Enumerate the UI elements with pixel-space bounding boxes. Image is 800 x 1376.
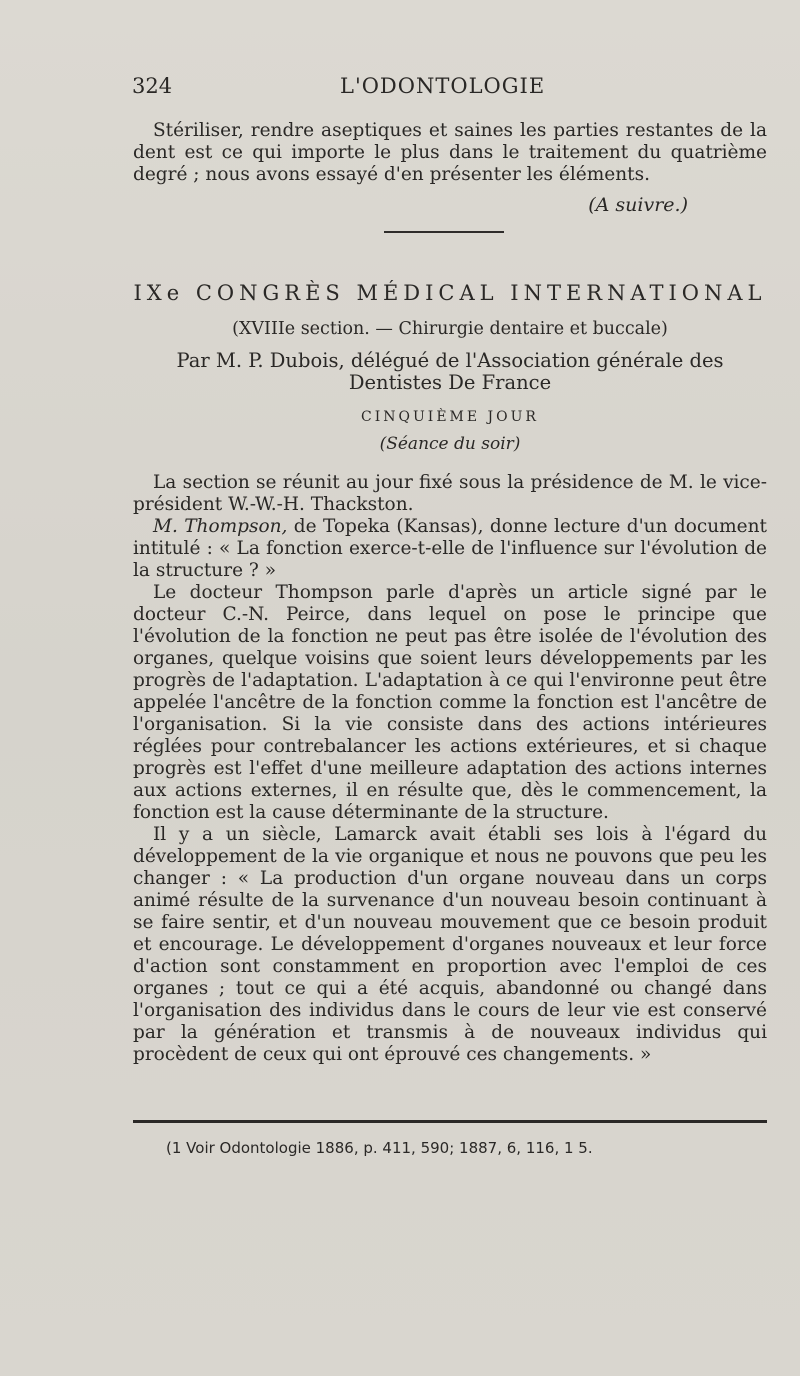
paragraph: Il y a un siècle, Lamarck avait établi ses lois à l'égard du développement de la vie organique et nous ne pouvons que peu les changer : « La production d'un organe nouveau dans un corps animé résulte de la survenance d'un nouveau besoin continuant à se faire sentir, et d'un nouveau mouvement que ce besoin produit et encourage. Le développement d'organes nouveaux et leur force d'action sont constamment en proportion avec l'emploi de ces organes ; tout ce qui a été acquis, abandonné ou changé dans l'organisation des individus dans le cours de leur vie est conservé par la génération et transmis à de nouveaux individus qui procèdent de ceux qui ont éprouvé ces changements. » [133, 824, 767, 1065]
session-heading: (Séance du soir) [379, 434, 521, 454]
paragraph [133, 516, 767, 582]
paragraph: La section se réunit au jour fixé sous la présidence de M. le vice-président W.-W.-H. Thackston. [133, 472, 767, 515]
section-title: IXe CONGRÈS MÉDICAL INTERNATIONAL [133, 281, 767, 305]
intro-text: Stériliser, rendre aseptiques et saines les parties restantes de la dent est ce qui importe le plus dans le traitement du quatrième degré ; nous avons essayé d'en présenter les éléments. [133, 120, 767, 185]
day-heading: CINQUIÈME JOUR [361, 409, 539, 425]
speaker-name: M. Thompson, [153, 516, 288, 537]
paragraph-text: de Topeka (Kansas), donne lecture d'un document intitulé : « La fonction exerce-t-elle de l'influence sur l'évolution de la structure ? » [133, 516, 767, 581]
main-text [133, 472, 767, 1066]
section-divider [384, 231, 504, 233]
running-title: L'ODONTOLOGIE [340, 74, 546, 98]
intro-paragraph [133, 120, 767, 186]
page-number: 324 [132, 74, 173, 98]
footnote: (1 Voir Odontologie 1886, p. 411, 590; 1887, 6, 116, 1 5. [166, 1139, 593, 1157]
section-subtitle: (XVIIIe section. — Chirurgie dentaire et buccale) [232, 319, 668, 339]
byline: Par M. P. Dubois, délégué de l'Association générale des Dentistes De France [176, 349, 724, 394]
to-follow-note: (A suivre.) [588, 194, 688, 216]
running-head [132, 74, 768, 104]
paragraph: Le docteur Thompson parle d'après un article signé par le docteur C.-N. Peirce, dans lequel on pose le principe que l'évolution de la fonction ne peut pas être isolée de l'évolution des organes, quelque voisins que soient leurs développements par les progrès de l'adaptation. L'adaptation à ce qui l'environne peut être appelée l'ancêtre de la fonction comme la fonction est l'ancêtre de l'organisation. Si la vie consiste dans des actions intérieures réglées pour contrebalancer les actions extérieures, et si chaque progrès est l'effet d'une meilleure adaptation des actions internes aux actions externes, il en résulte que, dès le commencement, la fonction est la cause déterminante de la structure. [133, 582, 767, 823]
footnote-rule [133, 1120, 767, 1123]
